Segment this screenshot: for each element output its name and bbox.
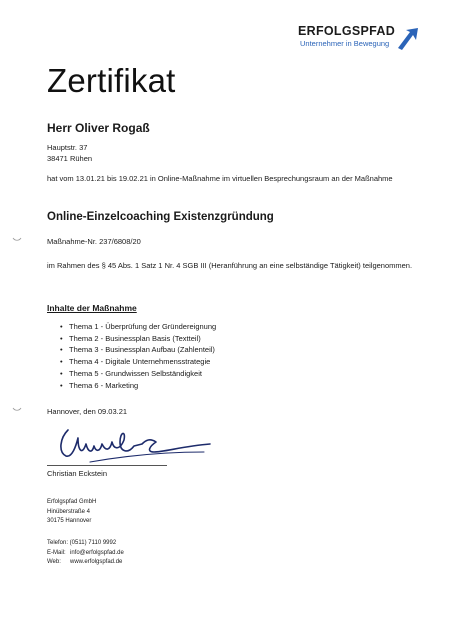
page-title: Zertifikat	[47, 62, 176, 99]
list-item: • Thema 6 - Marketing	[60, 380, 216, 392]
list-item: • Thema 4 - Digitale Unternehmensstrategie	[60, 356, 216, 368]
logo-tagline: Unternehmer in Bewegung	[300, 39, 390, 48]
company-phone: Telefon: (0511) 7110 9992	[47, 540, 117, 546]
company-contact	[47, 539, 124, 568]
list-item: • Thema 2 - Businessplan Basis (Textteil)	[60, 333, 216, 345]
contents-heading: Inhalte der Maßnahme	[47, 303, 137, 313]
recipient-city: 38471 Rühen	[47, 154, 93, 163]
participation-period: hat vom 13.01.21 bis 19.02.21 in Online-Maßnahme im virtuellen Besprechungsraum an der Maßnahme	[47, 174, 393, 183]
punch-mark	[12, 237, 22, 242]
company-email: info@erfolgspfad.de	[70, 549, 124, 556]
signature	[54, 422, 214, 468]
company-address	[47, 498, 96, 527]
topics-list	[60, 321, 216, 391]
place-date: Hannover, den 09.03.21	[47, 407, 128, 416]
course-title: Online-Einzelcoaching Existenzgründung	[47, 211, 274, 223]
measure-number: Maßnahme-Nr. 237/6808/20	[47, 237, 141, 246]
list-item: • Thema 1 - Überprüfung der Gründereignung	[60, 321, 216, 333]
company-city: 30175 Hannover	[47, 518, 92, 524]
arrow-icon	[396, 26, 420, 50]
list-item: • Thema 5 - Grundwissen Selbständigkeit	[60, 368, 216, 380]
company-name: Erfolgspfad GmbH	[47, 499, 97, 505]
legal-basis: im Rahmen des § 45 Abs. 1 Satz 1 Nr. 4 SGB III (Heranführung an eine selbständige Tätigkeit) teilgenommen.	[47, 261, 413, 270]
company-logo	[298, 24, 422, 54]
list-item: • Thema 3 - Businessplan Aufbau (Zahlenteil)	[60, 344, 216, 356]
email-label: E-Mail:	[47, 549, 66, 556]
recipient-name: Herr Oliver Rogaß	[47, 121, 150, 135]
company-street: Hinüberstraße 4	[47, 508, 91, 515]
signer-name: Christian Eckstein	[47, 469, 108, 478]
signature-line	[47, 465, 167, 466]
recipient-street: Hauptstr. 37	[47, 143, 88, 152]
web-label: Web:	[47, 559, 61, 565]
company-web: www.erfolgspfad.de	[70, 559, 123, 565]
punch-mark	[12, 407, 22, 412]
logo-name: ERFOLGSPFAD	[298, 24, 396, 38]
